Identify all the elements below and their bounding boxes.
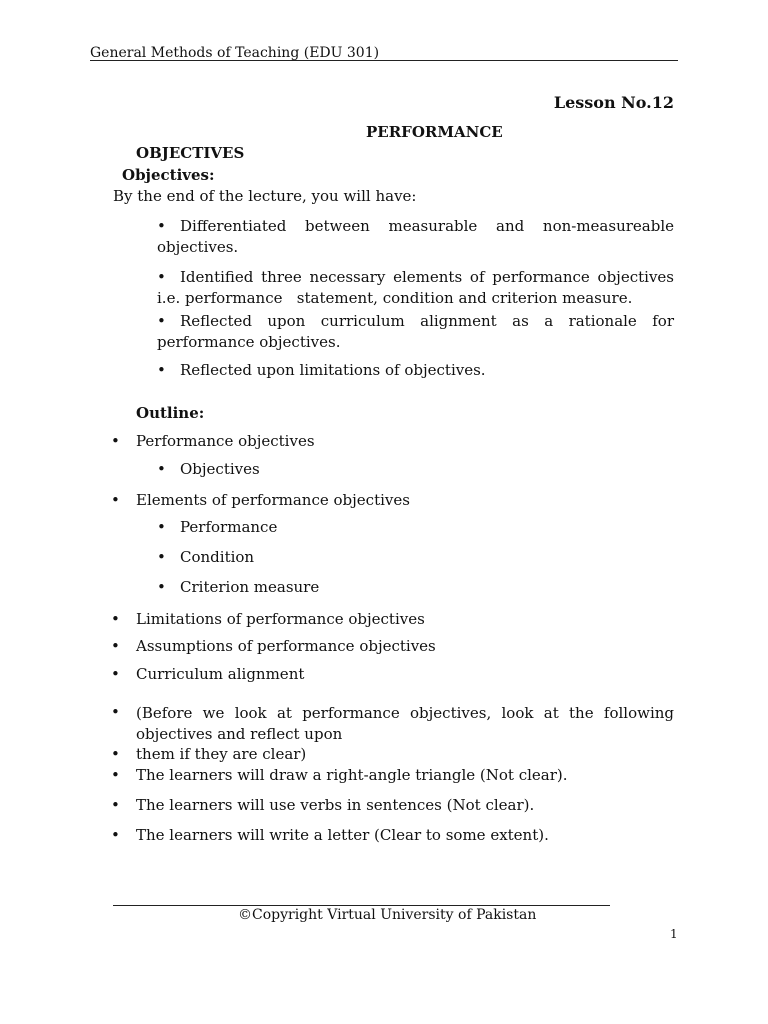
bullet-icon: •	[157, 578, 166, 596]
objective-item: • Reflected upon curriculum alignment as a rationale for performance objectives.	[157, 312, 674, 351]
page-number: 1	[670, 927, 678, 941]
bullet-icon: •	[157, 268, 166, 286]
bullet-icon: •	[111, 491, 120, 509]
objective-item: • Differentiated between measurable and non-measureable objectives.	[157, 217, 674, 256]
bullet-icon: •	[111, 432, 120, 450]
footer-rule	[113, 905, 610, 906]
course-header: General Methods of Teaching (EDU 301)	[90, 45, 380, 61]
page-title-line2: OBJECTIVES	[136, 144, 245, 162]
bullet-icon: •	[157, 460, 166, 478]
bullet-icon: •	[111, 745, 120, 763]
bullet-icon: •	[111, 826, 120, 844]
intro-text: By the end of the lecture, you will have:	[113, 187, 417, 205]
bullet-icon: •	[111, 796, 120, 814]
outline-heading: Outline:	[136, 404, 205, 422]
bullet-icon: •	[157, 312, 166, 330]
reflect-paragraph: (Before we look at performance objectives, look at the following objectives and reflect upon	[136, 704, 674, 743]
bullet-icon: •	[111, 637, 120, 655]
lesson-number: Lesson No.12	[553, 93, 674, 112]
bullet-icon: •	[157, 518, 166, 536]
bullet-icon: •	[157, 217, 166, 235]
objectives-heading: Objectives:	[122, 166, 215, 184]
page-title-line1: PERFORMANCE	[366, 123, 503, 141]
objective-item: • Identified three necessary elements of performance objectives i.e. performance statement, condition and criterion measure.	[157, 268, 674, 307]
bullet-icon: •	[157, 361, 166, 379]
bullet-icon: •	[157, 548, 166, 566]
bullet-icon: •	[111, 665, 120, 683]
bullet-icon: •	[111, 703, 120, 721]
copyright-text: ©Copyright Virtual University of Pakistan	[238, 907, 537, 923]
bullet-icon: •	[111, 610, 120, 628]
bullet-icon: •	[111, 766, 120, 784]
header-rule	[90, 60, 678, 61]
